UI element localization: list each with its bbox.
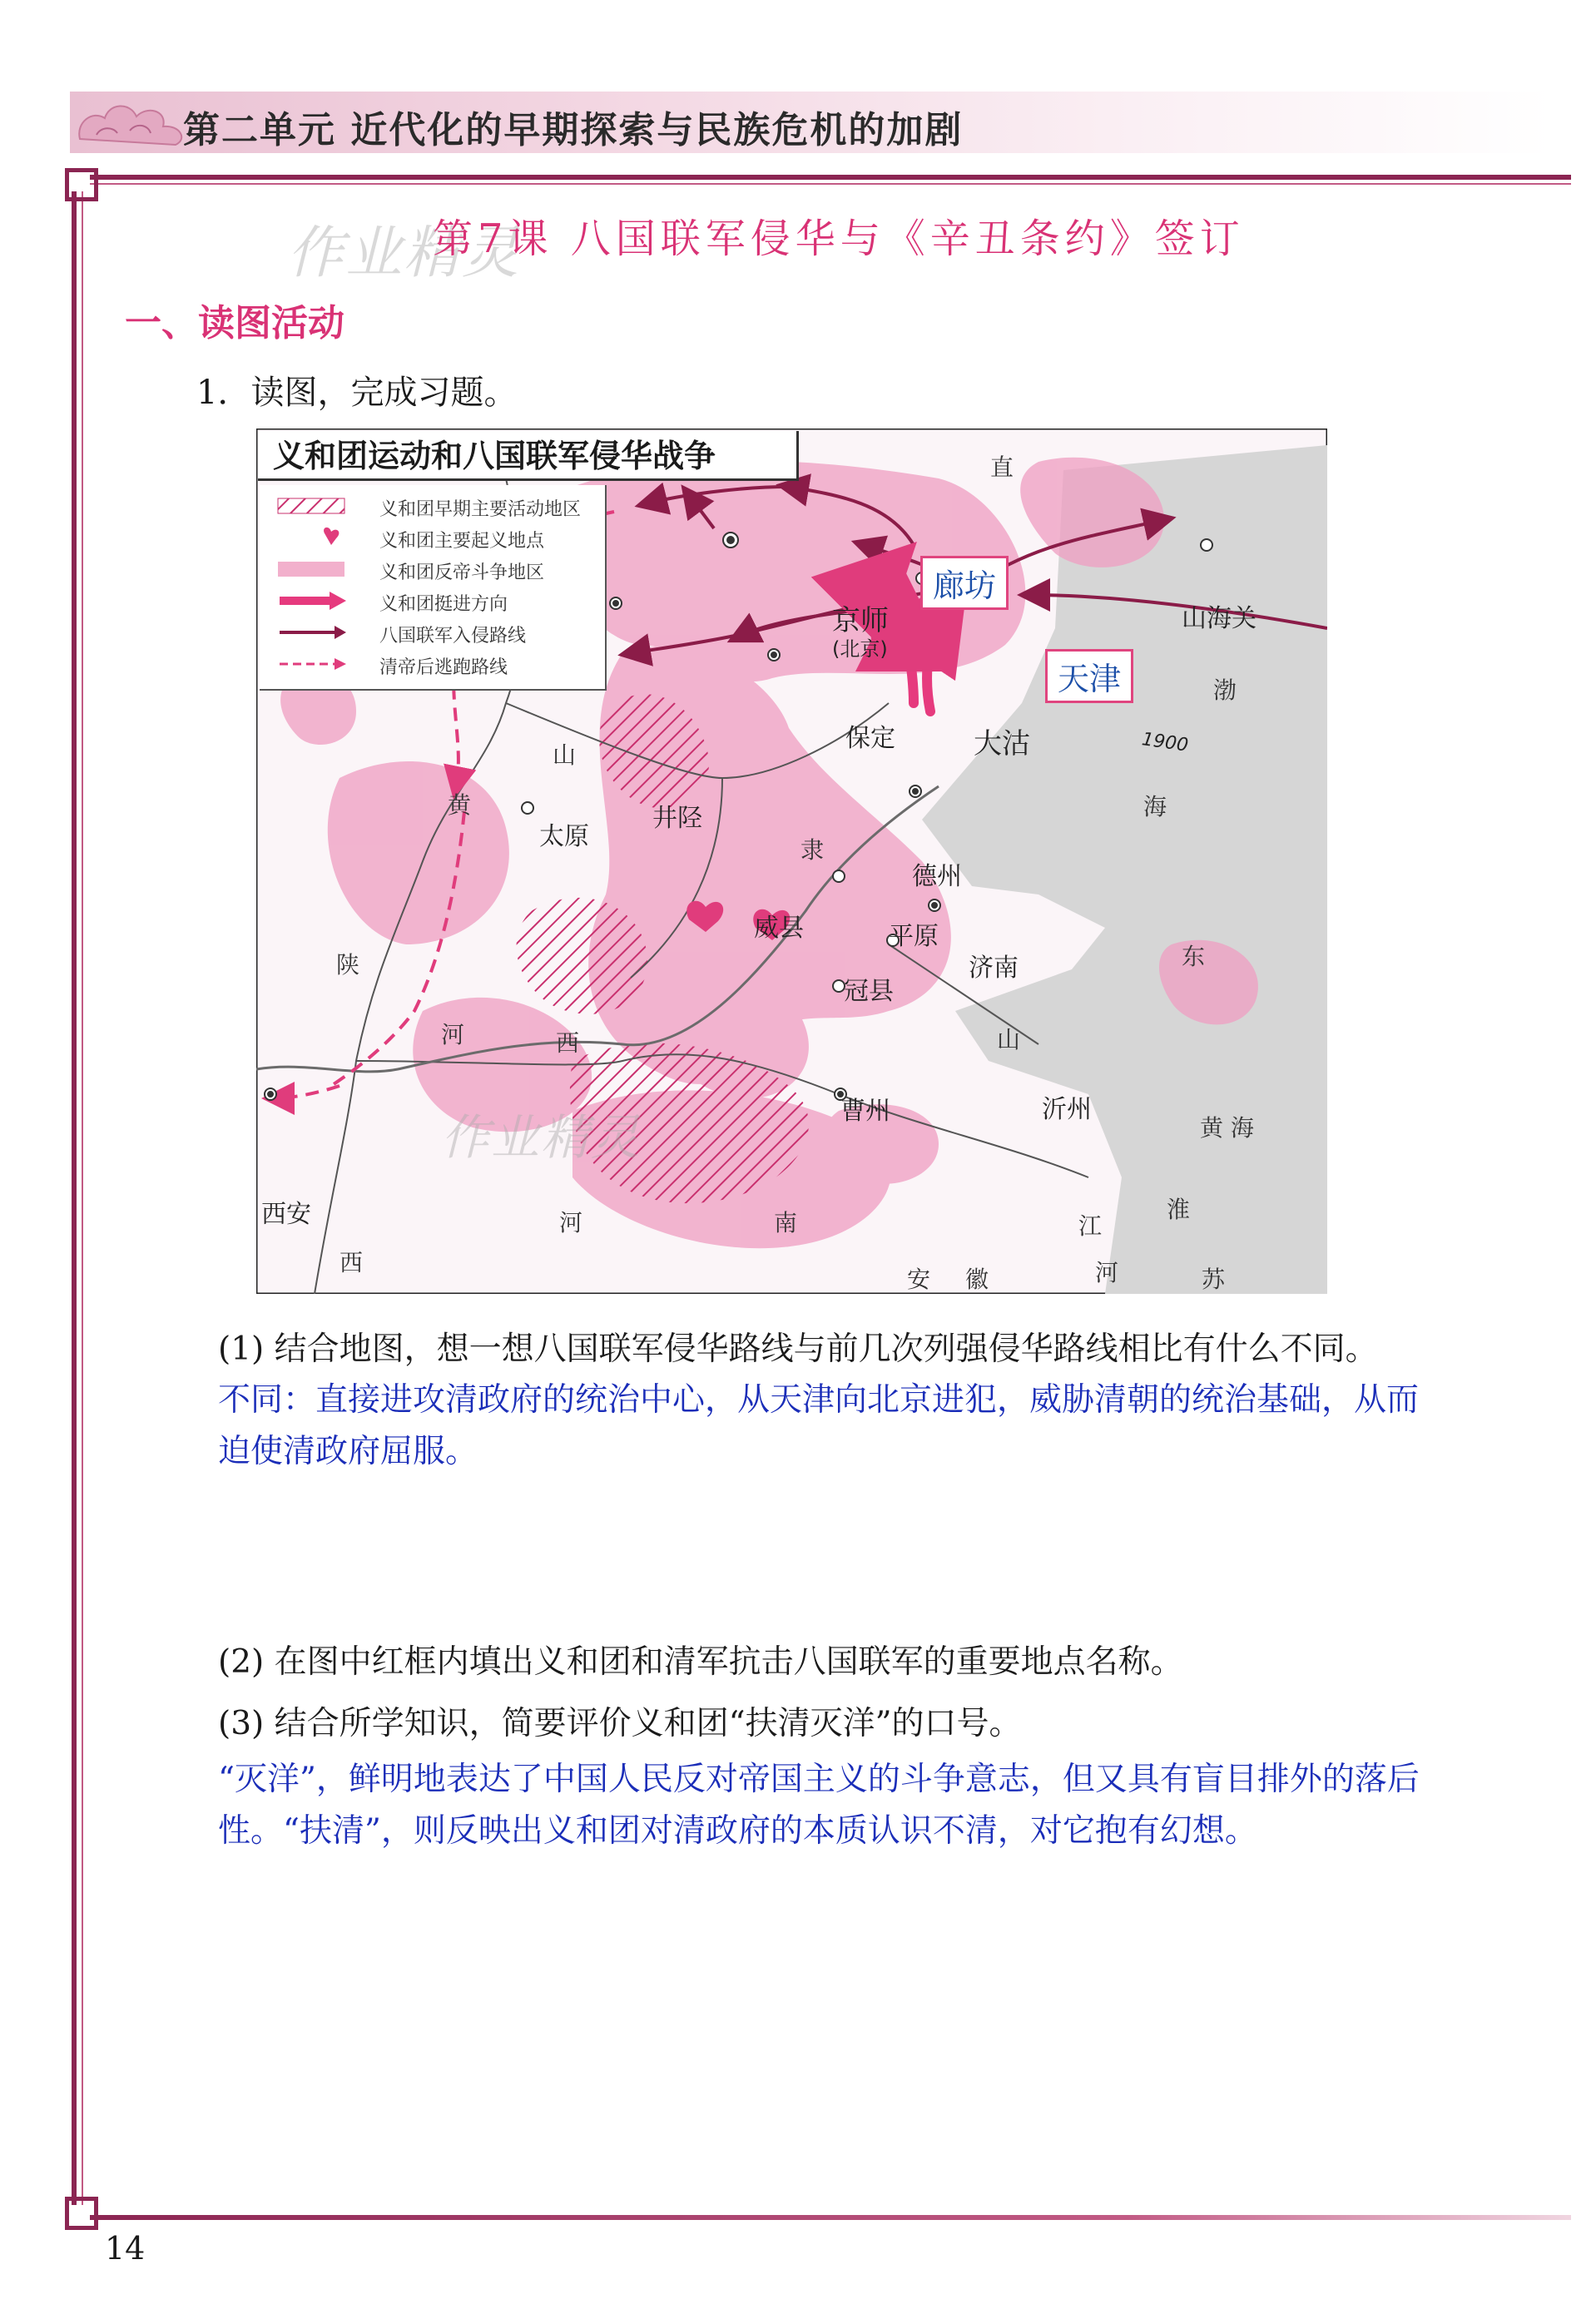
region-label: 江 (1078, 1212, 1103, 1240)
uprising-site-icon (275, 527, 349, 548)
boxer-advance-arrow-icon (275, 590, 349, 612)
question-1: (1) 结合地图，想一想八国联军侵华路线与前几次列强侵华路线相比有什么不同。 (218, 1330, 1378, 1368)
frame-corner-ornament-icon (65, 168, 98, 201)
city-label-jingshi: 京师 (832, 604, 889, 637)
city-label-guanxian: 冠县 (844, 977, 894, 1006)
legend-item (260, 618, 601, 648)
page-number: 14 (105, 2230, 146, 2267)
watermark: 作业精灵 (287, 221, 521, 286)
legend-label: 八国联军入侵路线 (379, 626, 527, 647)
region-label: 渤 (1213, 676, 1237, 704)
pink-area-icon (275, 558, 349, 580)
region-label: 海 (1143, 793, 1167, 820)
watermark: 作业精灵 (441, 1109, 642, 1166)
region-label: 南 (774, 1209, 798, 1236)
legend-label: 义和团早期主要活动地区 (379, 499, 582, 520)
frame-left-inner-border (82, 191, 83, 2205)
city-label-caozhou: 曹州 (840, 1097, 890, 1126)
legend-item (260, 523, 601, 553)
region-label: 淮 (1167, 1196, 1191, 1223)
year-label: 1900 (1140, 729, 1190, 756)
region-label: 东 (1182, 943, 1206, 970)
legend-label: 清帝后逃跑路线 (379, 657, 508, 678)
hatched-area-icon (275, 495, 349, 517)
escape-route-arrow-icon (275, 653, 349, 675)
region-label: 山 (997, 1026, 1021, 1053)
map-legend (260, 485, 607, 691)
answer-3-line-2: 性。“扶清”，则反映出义和团对清政府的本质认识不清，对它抱有幻想。 (218, 1812, 1257, 1850)
region-label: 隶 (800, 836, 825, 864)
answer-box-tianjin: 天津 (1045, 649, 1133, 703)
legend-item (260, 492, 601, 522)
city-label-yizhou: 沂州 (1042, 1095, 1092, 1124)
lesson-title: 第7课 八国联军侵华与《辛丑条约》签订 (433, 216, 1245, 262)
region-label: 徽 (965, 1266, 989, 1293)
city-label-dagu: 大沽 (974, 727, 1030, 761)
region-label: 苏 (1202, 1266, 1226, 1293)
region-label: 河 (1095, 1259, 1119, 1286)
allied-route-arrow-icon (275, 622, 349, 643)
city-label-taiyuan: 太原 (539, 822, 589, 851)
city-label-pingyuan: 平原 (889, 922, 939, 951)
region-label: 西 (340, 1249, 364, 1276)
city-label-shanhaiguan: 山海关 (1182, 604, 1256, 633)
region-label: 河 (441, 1021, 465, 1048)
frame-bottom-border (90, 2215, 1571, 2220)
city-label-xian: 西安 (261, 1200, 311, 1229)
region-label: 陕 (336, 951, 360, 979)
frame-top-inner-border (90, 183, 1571, 185)
cloud-ornament-icon (72, 93, 196, 151)
answer-1-line-2: 迫使清政府屈服。 (218, 1433, 478, 1470)
region-label: 山 (553, 741, 577, 769)
legend-item (260, 555, 601, 585)
city-label-baoding: 保定 (845, 724, 895, 753)
section-title: 一、读图活动 (125, 302, 344, 344)
unit-title: 第二单元 近代化的早期探索与民族危机的加剧 (183, 109, 964, 151)
question-3: (3) 结合所学知识，简要评价义和团“扶清灭洋”的口号。 (218, 1705, 1022, 1742)
city-label-jinan: 济南 (969, 954, 1019, 983)
frame-corner-ornament-icon (65, 2197, 98, 2230)
question-2: (2) 在图中红框内填出义和团和清军抗击八国联军的重要地点名称。 (218, 1643, 1183, 1681)
region-label: 直 (990, 453, 1014, 481)
city-label-weixian: 威县 (754, 914, 804, 943)
answer-1-line-1: 不同：直接进攻清政府的统治中心，从天津向北京进犯，威胁清朝的统治基础，从而 (218, 1381, 1420, 1419)
question-main: 1．读图，完成习题。 (196, 374, 518, 412)
legend-item (260, 587, 601, 617)
city-label-jingxing: 井陉 (652, 804, 702, 833)
answer-box-langfang: 廊坊 (920, 556, 1009, 610)
frame-left-border (72, 191, 77, 2205)
legend-item (260, 650, 601, 680)
answer-3-line-1: “灭洋”，鲜明地表达了中国人民反对帝国主义的斗争意志，但又具有盲目排外的落后 (218, 1761, 1420, 1798)
region-label: 黄 海 (1200, 1114, 1254, 1142)
region-label: 河 (559, 1209, 583, 1236)
city-label-dezhou: 德州 (912, 862, 962, 891)
legend-label: 义和团主要起义地点 (379, 531, 545, 552)
map-title: 义和团运动和八国联军侵华战争 (258, 431, 799, 481)
frame-top-border (90, 175, 1571, 180)
region-label: 西 (556, 1029, 580, 1057)
legend-label: 义和团反帝斗争地区 (379, 562, 545, 583)
region-label: 黄 (448, 791, 472, 819)
legend-label: 义和团挺进方向 (379, 594, 508, 615)
city-label-beijing: (北京) (832, 637, 888, 661)
region-label: 安 (907, 1266, 931, 1293)
